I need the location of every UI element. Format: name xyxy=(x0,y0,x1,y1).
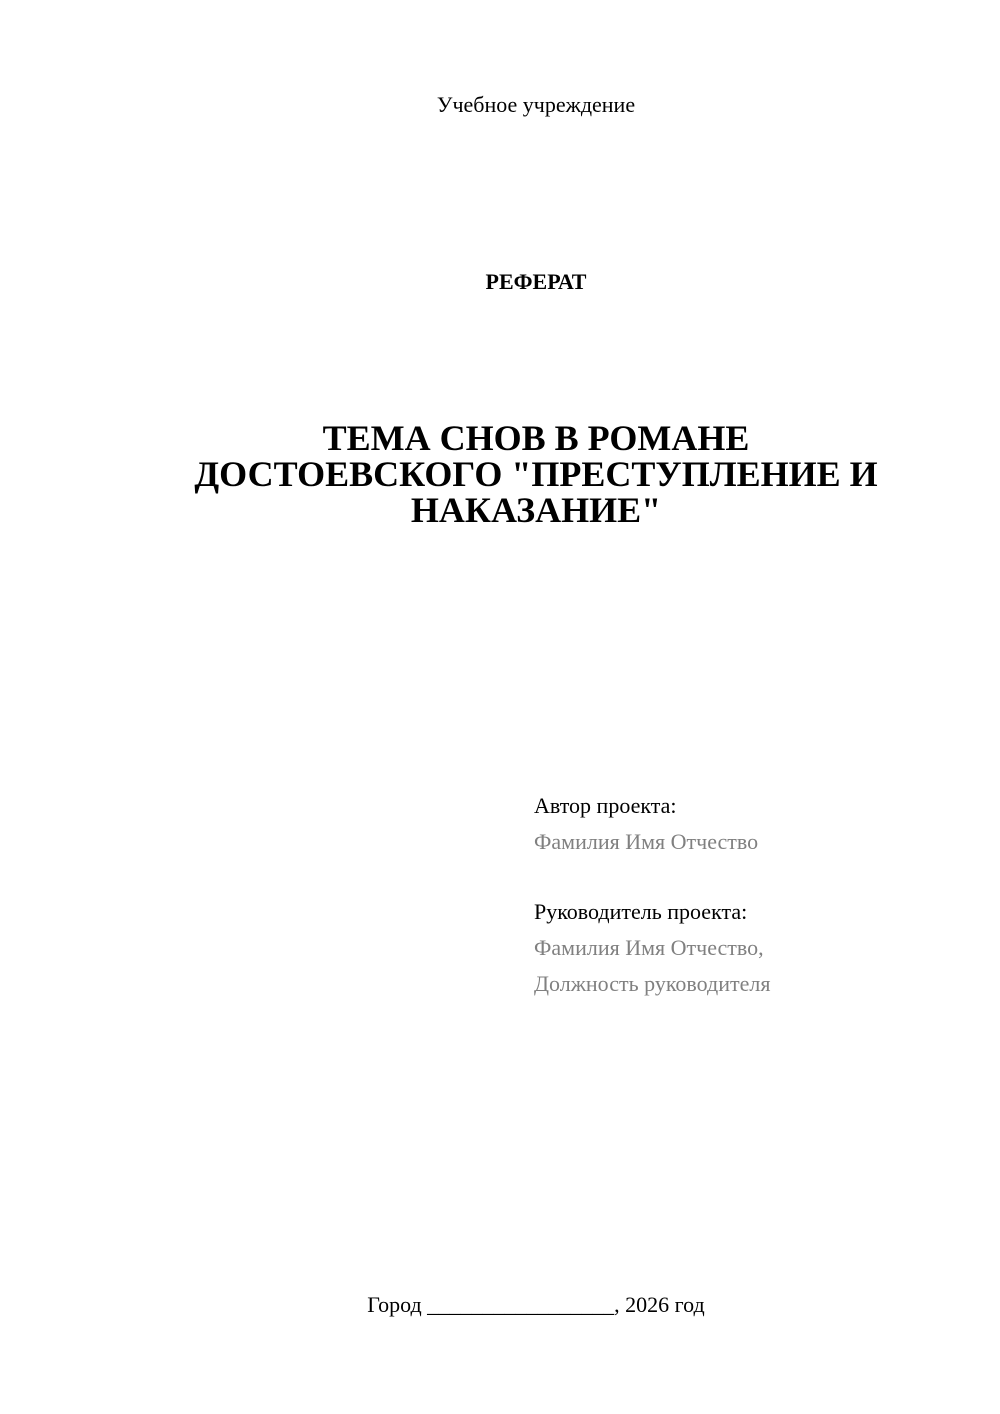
author-label: Автор проекта: xyxy=(534,793,677,818)
topic-line: ТЕМА СНОВ В РОМАНЕ xyxy=(322,418,750,458)
credits-block xyxy=(534,788,974,1002)
supervisor-name-placeholder: Фамилия Имя Отчество, xyxy=(534,935,764,960)
document-type: РЕФЕРАТ xyxy=(485,269,587,294)
institution-name: Учебное учреждение xyxy=(436,92,636,117)
city-year-line: Город _________________, 2026 год xyxy=(367,1292,705,1317)
spacer xyxy=(534,860,974,894)
topic-line: ДОСТОЕВСКОГО "ПРЕСТУПЛЕНИЕ И xyxy=(194,454,878,494)
supervisor-position-placeholder: Должность руководителя xyxy=(534,971,771,996)
supervisor-label: Руководитель проекта: xyxy=(534,899,748,924)
document-topic xyxy=(150,420,922,528)
author-name-placeholder: Фамилия Имя Отчество xyxy=(534,829,759,854)
topic-line: НАКАЗАНИЕ" xyxy=(410,490,662,530)
